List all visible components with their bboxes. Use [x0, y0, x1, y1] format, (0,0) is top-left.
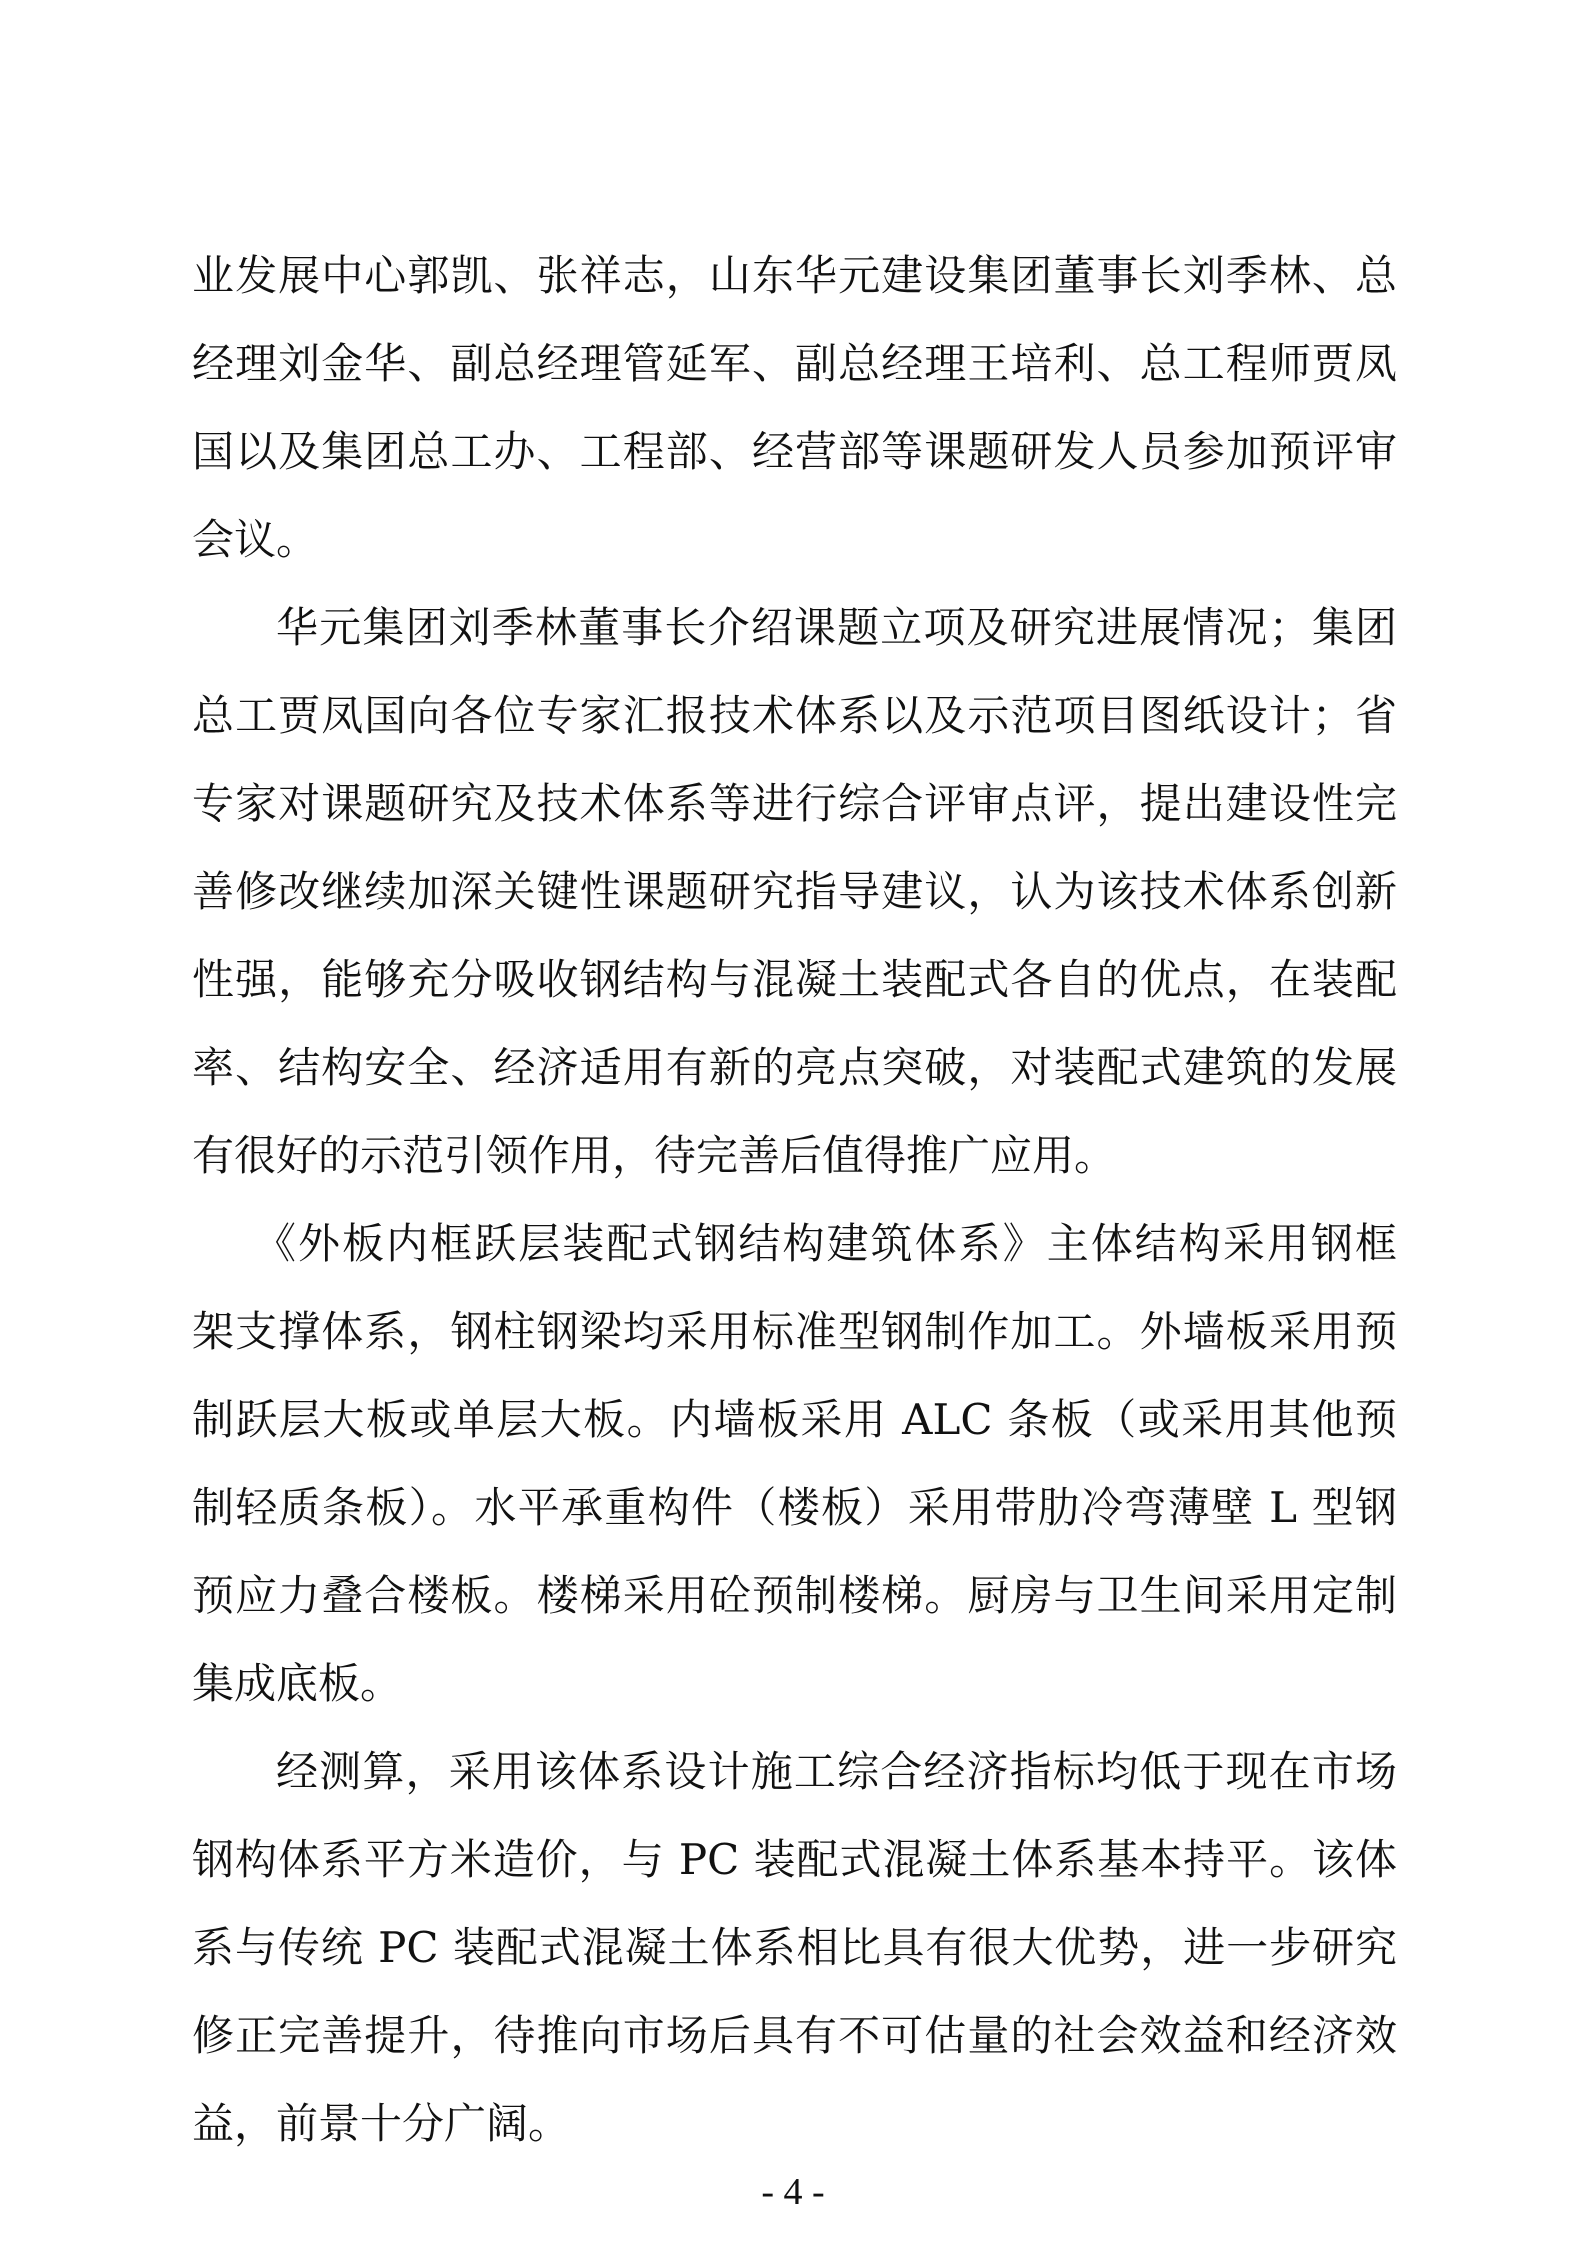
text-line: 总工贾凤国向各位专家汇报技术体系以及示范项目图纸设计；省: [192, 691, 1397, 740]
text-line: 制跃层大板或单层大板。内墙板采用 ALC 条板（或采用其他预: [192, 1395, 1397, 1444]
paragraph-1: [192, 232, 1397, 584]
paragraph-4: [192, 1728, 1397, 2168]
text-line: 制轻质条板）。水平承重构件（楼板）采用带肋冷弯薄壁 L 型钢: [192, 1483, 1397, 1532]
text-line: 集成底板。: [192, 1659, 403, 1708]
text-line: 国以及集团总工办、工程部、经营部等课题研发人员参加预评审: [192, 427, 1397, 476]
text-line: 率、结构安全、经济适用有新的亮点突破，对装配式建筑的发展: [192, 1043, 1397, 1092]
text-line: 经理刘金华、副总经理管延军、副总经理王培利、总工程师贾凤: [192, 339, 1397, 388]
text-line: 专家对课题研究及技术体系等进行综合评审点评，提出建设性完: [192, 779, 1397, 828]
text-line: 钢构体系平方米造价，与 PC 装配式混凝土体系基本持平。该体: [192, 1835, 1397, 1884]
text-line: 益，前景十分广阔。: [192, 2099, 571, 2148]
paragraph-2: [192, 584, 1397, 1200]
text-line: 修正完善提升，待推向市场后具有不可估量的社会效益和经济效: [192, 2011, 1397, 2060]
text-line: 会议。: [192, 515, 319, 564]
page-number: - 4 -: [761, 2171, 825, 2213]
text-line: 经测算，采用该体系设计施工综合经济指标均低于现在市场: [276, 1747, 1397, 1796]
text-line: 善修改继续加深关键性课题研究指导建议，认为该技术体系创新: [192, 867, 1397, 916]
text-line: 业发展中心郭凯、张祥志，山东华元建设集团董事长刘季林、总: [192, 251, 1397, 300]
body-text: [192, 232, 1397, 2168]
text-line: 《外板内框跃层装配式钢结构建筑体系》主体结构采用钢框: [254, 1219, 1397, 1268]
text-line: 预应力叠合楼板。楼梯采用砼预制楼梯。厨房与卫生间采用定制: [192, 1571, 1397, 1620]
text-line: 有很好的示范引领作用，待完善后值得推广应用。: [192, 1131, 1117, 1180]
text-line: 华元集团刘季林董事长介绍课题立项及研究进展情况；集团: [276, 603, 1397, 652]
text-line: 性强，能够充分吸收钢结构与混凝土装配式各自的优点，在装配: [192, 955, 1397, 1004]
text-line: 系与传统 PC 装配式混凝土体系相比具有很大优势，进一步研究: [192, 1923, 1397, 1972]
text-line: 架支撑体系，钢柱钢梁均采用标准型钢制作加工。外墙板采用预: [192, 1307, 1397, 1356]
paragraph-3: [192, 1200, 1397, 1728]
